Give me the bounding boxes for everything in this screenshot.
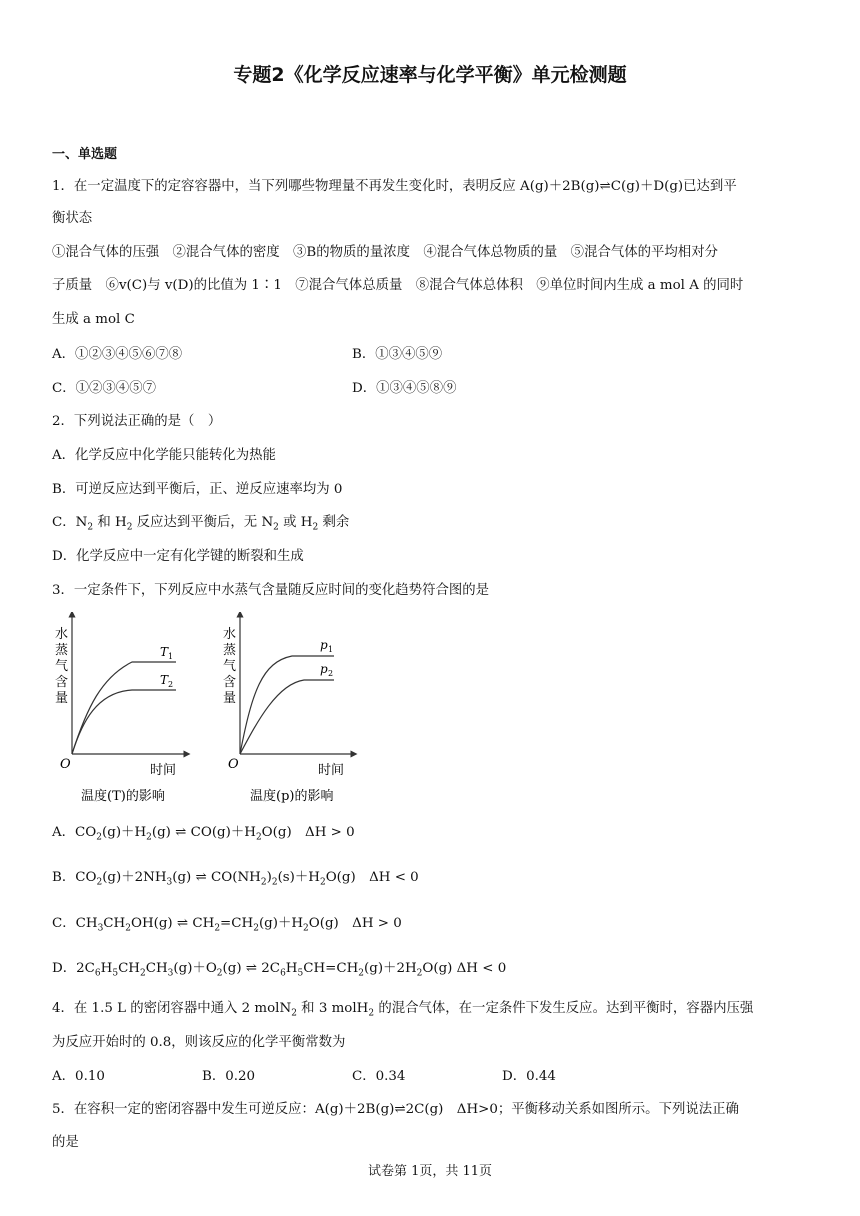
- g2-xlabel: 时间: [318, 763, 345, 778]
- g1-xlabel: 时间: [150, 763, 177, 778]
- page-footer: 试卷第 1页，共 11页: [367, 1164, 493, 1179]
- q2-option-b: B．可逆反应达到平衡后，正、逆反应速率均为 0: [52, 482, 343, 497]
- g2-origin: O: [228, 757, 239, 772]
- g2-curve-p2: [240, 680, 334, 754]
- q3-graphs: [52, 612, 372, 812]
- q1-stem-line2: 衡状态: [52, 211, 93, 226]
- g1-ylabel-1: 水: [55, 627, 69, 642]
- g1-ylabel-2: 蒸: [55, 643, 69, 658]
- g1-label-t2-sub: 2: [168, 680, 174, 689]
- q3-graph-figure: [52, 612, 372, 812]
- q3-option-a: A．$CO_2(g)+H_2(g)$ ⇌ $CO(g)+H_2O(g)$ ΔH > 0: [52, 825, 355, 843]
- q3-stem: 3．一定条件下，下列反应中水蒸气含量随反应时间的变化趋势符合图的是: [52, 583, 490, 598]
- q1-option-a: A．①②③④⑤⑥⑦⑧: [52, 347, 183, 362]
- q3-option-d: D．$2C_6H_5CH_2CH_3(g)+O_2(g)$ ⇌ $2C_6H_5CH=CH_2(g)+2H_2O(g) \Delta H < 0$: [52, 961, 507, 979]
- section-heading: 一、单选题: [52, 147, 118, 162]
- q2-stem: 2．下列说法正确的是（ ）: [52, 414, 222, 429]
- q4-option-b: B．0.20: [202, 1069, 256, 1084]
- g1-label-t2: T: [160, 673, 169, 687]
- q4-option-a: A．0.10: [52, 1069, 105, 1084]
- q1-items-line3: 生成 a mol C: [52, 312, 135, 327]
- g2-label-p1: p: [320, 638, 328, 652]
- q1-option-c: C．①②③④⑤⑦: [52, 381, 156, 396]
- q1-option-d: D．①③④⑤⑧⑨: [352, 381, 457, 396]
- q2-option-d: D．化学反应中一定有化学键的断裂和生成: [52, 549, 304, 564]
- g2-ylabel-4: 含: [223, 675, 237, 690]
- g2-ylabel-3: 气: [223, 659, 237, 674]
- q1-stem-line1: 1．在一定温度下的定容容器中，当下列哪些物理量不再发生变化时，表明反应 A(g)＋2B(g)⇌C(g)＋D(g)已达到平: [52, 179, 737, 194]
- g2-ylabel-1: 水: [223, 627, 237, 642]
- q1-items-line2: 子质量 ⑥v(C)与 v(D)的比值为 1∶1 ⑦混合气体总质量 ⑧混合气体总体积 ⑨单位时间内生成 a mol A 的同时: [52, 278, 744, 293]
- q2-option-a: A．化学反应中化学能只能转化为热能: [52, 448, 276, 463]
- g2-label-p2: p: [320, 662, 328, 676]
- q1-option-b: B．①③④⑤⑨: [352, 347, 443, 362]
- g1-origin: O: [60, 757, 71, 772]
- q4-stem-line1: 4．在 1.5 L 的密闭容器中通入 2 molN$_2$ 和 3 molH$_2$ 的混合气体，在一定条件下发生反应。达到平衡时，容器内压强: [52, 1001, 754, 1019]
- q3-option-c: C．$CH_3CH_2OH(g)$ ⇌ $CH_2=CH_2(g)+H_2O(g)$ ΔH > 0: [52, 916, 402, 934]
- q5-stem-line2: 的是: [52, 1135, 79, 1150]
- g1-ylabel-4: 含: [55, 675, 69, 690]
- q3-option-b: B．$CO_2(g)+2NH_3(g)$ ⇌ $CO(NH_2)_2(s)+H_2O(g)$ ΔH < 0: [52, 870, 419, 888]
- g1-label-t1: T: [160, 645, 169, 659]
- q4-stem-line2: 为反应开始时的 0.8，则该反应的化学平衡常数为: [52, 1035, 346, 1050]
- graph-pressure: [223, 614, 354, 804]
- g1-ylabel-3: 气: [55, 659, 69, 674]
- g1-ylabel-5: 量: [55, 691, 69, 706]
- g1-caption: 温度(T)的影响: [81, 789, 165, 804]
- g2-ylabel-2: 蒸: [223, 643, 237, 658]
- page-title: 专题2《化学反应速率与化学平衡》单元检测题: [233, 64, 627, 86]
- g1-label-t1-sub: 1: [168, 652, 174, 661]
- q4-option-c: C．0.34: [352, 1069, 406, 1084]
- g1-curve-t2: [72, 690, 176, 754]
- q5-stem-line1: 5．在容积一定的密闭容器中发生可逆反应：A(g)＋2B(g)⇌2C(g) ΔH>0；平衡移动关系如图所示。下列说法正确: [52, 1102, 739, 1117]
- g2-caption: 温度(p)的影响: [250, 789, 334, 804]
- g2-ylabel-5: 量: [223, 691, 237, 706]
- q4-option-d: D．0.44: [502, 1069, 556, 1084]
- graph-temperature: [55, 614, 187, 804]
- q1-items-line1: ①混合气体的压强 ②混合气体的密度 ③B的物质的量浓度 ④混合气体总物质的量 ⑤混合气体的平均相对分: [52, 245, 718, 260]
- g2-label-p2-sub: 2: [328, 669, 334, 678]
- q2-option-c: C．$N_2$ 和 $H_2$ 反应达到平衡后，无 $N_2$ 或 $H_2$ 剩余: [52, 515, 350, 533]
- g2-label-p1-sub: 1: [328, 645, 334, 654]
